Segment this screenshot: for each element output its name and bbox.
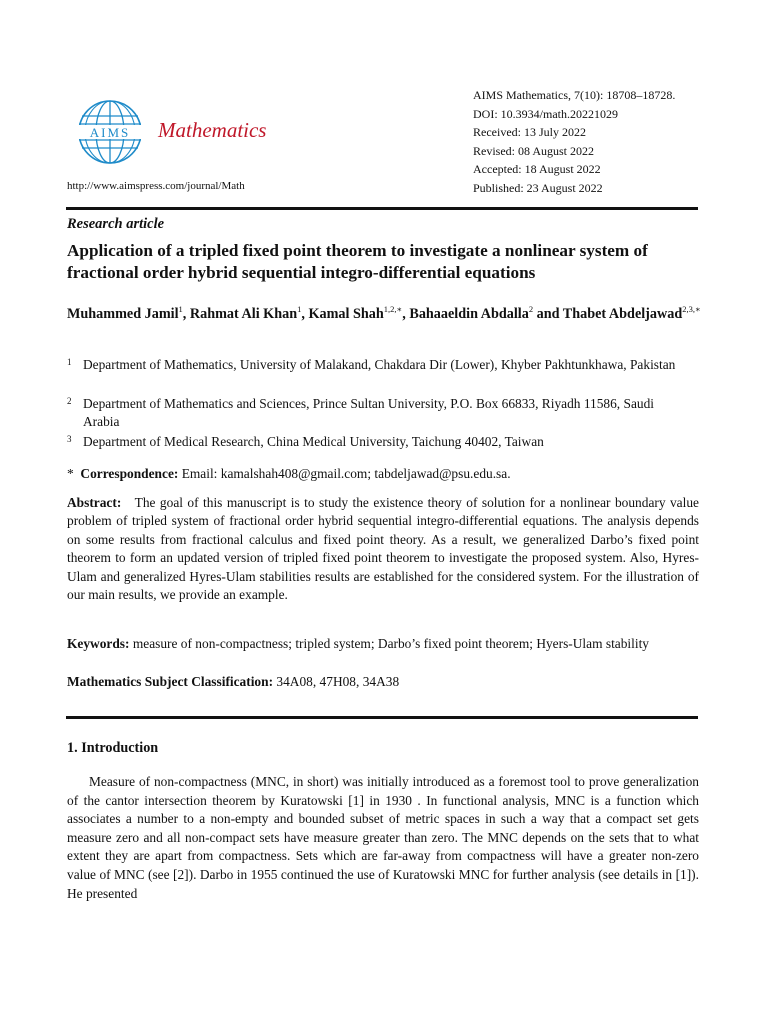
author-affil-mark: 2,3,∗ — [682, 304, 701, 314]
section-heading: 1. Introduction — [67, 740, 159, 756]
affiliation — [67, 433, 687, 451]
article-title: Application of a tripled fixed point theorem to investigate a nonlinear system of fractional order hybrid sequential integro-differential equations — [67, 241, 648, 282]
meta-citation: AIMS Mathematics, 7(10): 18708–18728. — [473, 88, 676, 102]
affiliation-text: Department of Medical Research, China Medical University, Taichung 40402, Taiwan — [83, 434, 544, 449]
subject-classification — [67, 674, 399, 690]
author-name: Thabet Abdeljawad — [562, 306, 683, 322]
meta-doi[interactable]: DOI: 10.3934/math.20221029 — [473, 106, 618, 121]
author-separator: and — [533, 306, 563, 322]
author-separator: , — [182, 306, 190, 322]
author-separator: , — [402, 306, 410, 322]
affiliation-text: Department of Mathematics, University of Malakand, Chakdara Dir (Lower), Khyber Pakhtunkhawa, Pakistan — [83, 357, 676, 372]
affiliation-number: 3 — [67, 434, 72, 444]
aims-logo — [76, 98, 144, 166]
author-name: Kamal Shah — [308, 306, 384, 322]
meta-received: Received: 13 July 2022 — [473, 125, 586, 140]
journal-name: Mathematics — [158, 118, 267, 142]
globe-icon — [76, 98, 144, 166]
msc-label: Mathematics Subject Classification: — [67, 674, 274, 689]
author-affil-mark: 2 — [528, 304, 534, 314]
keywords-label: Keywords: — [67, 636, 130, 651]
author-affil-mark: 1,2,∗ — [383, 304, 403, 314]
msc-text: 34A08, 47H08, 34A38 — [276, 674, 400, 689]
logo-text: AIMS — [89, 125, 131, 140]
journal-url[interactable]: http://www.aimspress.com/journal/Math — [67, 180, 245, 192]
introduction-paragraph: Measure of non-compactness (MNC, in short) was initially introduced as a foremost tool to prove generalization of the cantor intersection theorem by Kuratowski [1] in 1930 . In functional analysis, MNC is a function which associates a number to a non-empty and bounded subset of metric spaces in such a way that a compact set gets measure zero and all non-compact sets have measure greater than zero. The MNC depends on the sets that to what extent they are apart from compactness. Sets which are far-away from compactness will have a greater non-zero value of MNC (see [2]). Darbo in 1955 continued the use of Kuratowski MNC for further analysis (see details in [1]). He presented — [67, 774, 699, 901]
author-name: Rahmat Ali Khan — [189, 306, 298, 322]
abstract-divider — [66, 716, 698, 719]
correspondence — [67, 466, 511, 482]
author-name: Bahaaeldin Abdalla — [409, 306, 529, 322]
affiliation — [67, 395, 687, 431]
affiliation — [67, 356, 687, 374]
abstract-label: Abstract: — [67, 495, 122, 510]
author-name: Muhammed Jamil — [67, 306, 179, 322]
meta-published: Published: 23 August 2022 — [473, 180, 603, 195]
author-list — [67, 304, 707, 324]
meta-revised: Revised: 08 August 2022 — [473, 143, 595, 158]
keywords-text: measure of non-compactness; tripled system; Darbo’s fixed point theorem; Hyers-Ulam stability — [132, 636, 650, 651]
keywords — [67, 635, 699, 653]
header-divider — [66, 207, 698, 210]
correspondence-star: * — [67, 466, 74, 481]
article-type: Research article — [67, 216, 165, 232]
meta-accepted: Accepted: 18 August 2022 — [473, 162, 601, 177]
affiliation-number: 2 — [67, 396, 72, 406]
abstract-text: The goal of this manuscript is to study the existence theory of solution for a nonlinear boundary value problem of tripled system of fractional order hybrid sequential integro-differential equations. The analysis depends on some results from fractional calculus and fixed point theory. As a result, we generalized Darbo’s fixed point theorem to form an updated version of tripled fixed point theorem to investigate the proposed system. Also, Hyres-Ulam and generalized Hyres-Ulam stabilities results are established for the considered system. For the illustration of our main results, we provide an example. — [67, 495, 699, 603]
correspondence-emails[interactable]: Email: kamalshah408@gmail.com; tabdeljawad@psu.edu.sa. — [178, 466, 511, 481]
correspondence-label: Correspondence: — [80, 466, 179, 481]
author-separator: , — [301, 306, 309, 322]
author-affil-mark: 1 — [297, 304, 302, 314]
affiliation-text: Department of Mathematics and Sciences, Prince Sultan University, P.O. Box 66833, Riyadh 11586, Saudi Arabia — [83, 396, 654, 430]
author-affil-mark: 1 — [178, 304, 183, 314]
affiliation-number: 1 — [67, 357, 72, 367]
publication-meta — [473, 86, 675, 198]
abstract — [67, 494, 699, 604]
